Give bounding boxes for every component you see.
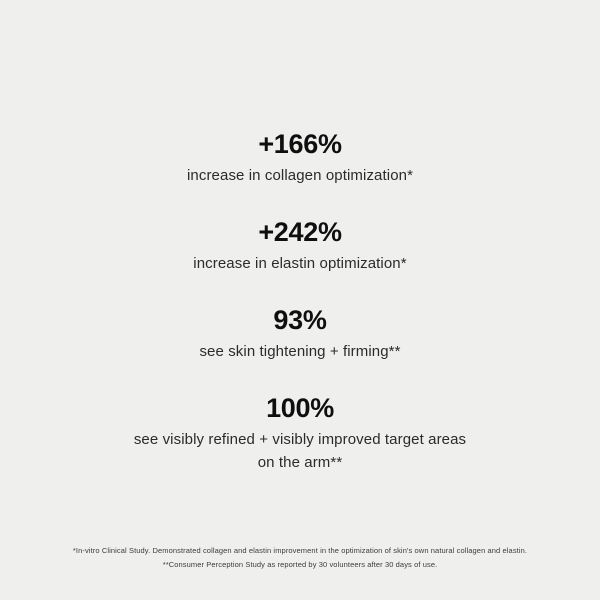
stat-value-tightening: 93% — [273, 305, 327, 335]
stat-block-tightening — [0, 303, 600, 363]
stat-value-refined: 100% — [266, 393, 334, 423]
stat-block-refined — [0, 391, 600, 474]
stat-description-collagen: increase in collagen optimization* — [186, 167, 414, 184]
stats-column — [0, 127, 600, 502]
footnotes — [0, 544, 600, 572]
stat-description-refined: see visibly refined + visibly improved target areas on the arm** — [133, 431, 467, 471]
stat-block-collagen — [0, 127, 600, 187]
stat-description-elastin: increase in elastin optimization* — [193, 255, 407, 272]
stat-value-collagen: +166% — [258, 129, 342, 159]
footnote-consumer-study: **Consumer Perception Study as reported by 30 volunteers after 30 days of use. — [162, 560, 438, 569]
stat-description-tightening: see skin tightening + firming** — [199, 343, 401, 360]
footnote-clinical-study: *In-vitro Clinical Study. Demonstrated collagen and elastin improvement in the optimization of skin's own natural collagen and elastin. — [72, 546, 528, 555]
stat-block-elastin — [0, 215, 600, 275]
stat-value-elastin: +242% — [258, 217, 342, 247]
